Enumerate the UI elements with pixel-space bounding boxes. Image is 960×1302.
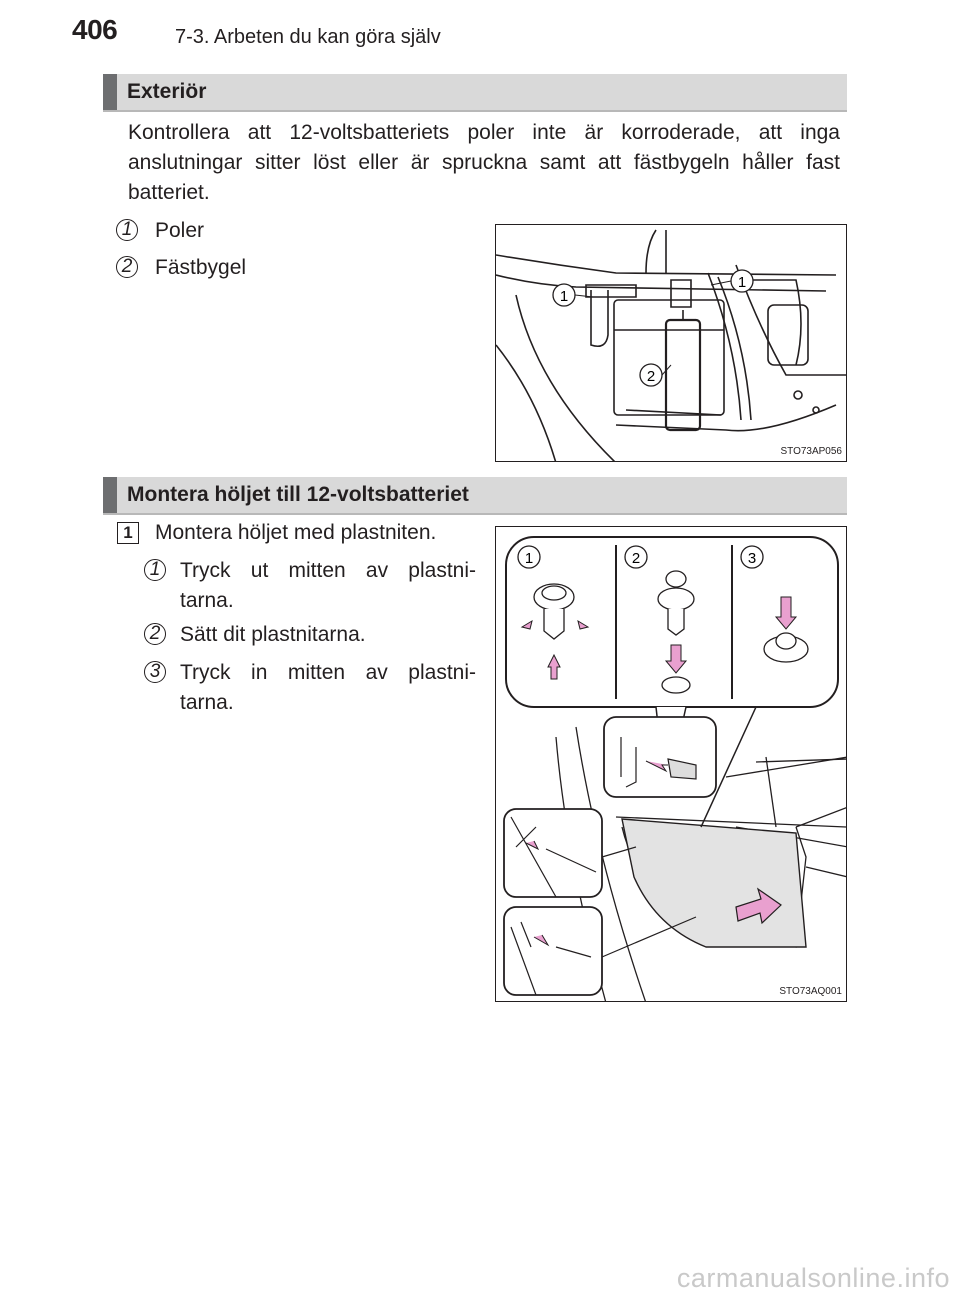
cover-installation-illustration [495,526,847,1002]
substep-text-1-line1: Tryck ut mitten av plastni- [180,559,476,582]
figure-callout-1a: 1 [559,288,569,305]
legend-label-bracket: Fästbygel [155,256,247,279]
page-number: 406 [72,14,118,45]
chapter-title: 7-3. Arbeten du kan göra själv [175,26,441,48]
figure-callout-1: 1 [524,550,534,567]
substep-text-2: Sätt dit plastnitarna. [180,623,366,646]
legend-label-poles: Poler [155,219,205,242]
section-header-bar [103,477,117,513]
legend-number-2: 2 [116,256,138,278]
watermark: carmanualsonline.info [676,1263,950,1293]
substep-number-2: 2 [144,623,166,645]
section-header-bar [103,74,117,110]
battery-illustration [495,224,847,462]
section-title: Exteriör [127,80,207,103]
substep-number-3: 3 [144,661,166,683]
figure-callout-2: 2 [631,550,641,567]
section-body-text: Kontrollera att 12-voltsbatteriets poler inte är korroderade, att inga anslutningar sitter löst eller är spruckna samt att fästbygeln håller fast batteriet. [128,121,840,204]
figure-code: STO73AP056 [780,446,842,457]
section-header-cover [103,477,847,515]
section-title: Montera höljet till 12-voltsbatteriet [127,483,469,506]
step-number-1: 1 [117,522,139,544]
substep-text-1-line2: tarna. [180,589,234,612]
substep-text-3-line2: tarna. [180,691,234,714]
figure-callout-1b: 1 [737,274,747,291]
cover-drawing [496,527,847,1002]
substep-number-1: 1 [144,559,166,581]
step-label: Montera höljet med plastniten. [155,521,437,544]
substep-text-3-line1: Tryck in mitten av plastni- [180,661,476,684]
legend-number-1: 1 [116,219,138,241]
figure-callout-2: 2 [646,368,656,385]
figure-code: STO73AQ001 [779,986,842,997]
section-header-exterior [103,74,847,112]
figure-callout-3: 3 [747,550,757,567]
battery-drawing [496,225,847,462]
